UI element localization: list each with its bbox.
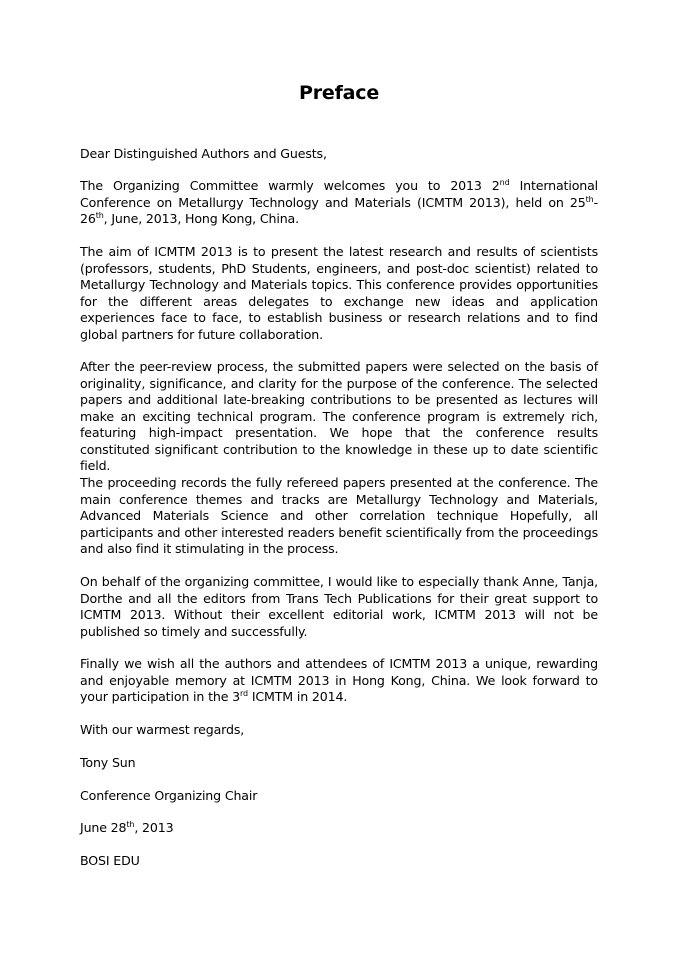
paragraph-welcome-text-2: International Conference on Metallurgy Technology and Materials (ICMTM 2013), held on 25 bbox=[80, 178, 598, 210]
paragraph-welcome bbox=[80, 178, 598, 228]
paragraph-welcome-text-3: -26 bbox=[80, 194, 598, 226]
paragraph-closing bbox=[80, 656, 598, 706]
superscript-rd: rd bbox=[240, 689, 248, 698]
signature-date bbox=[80, 820, 598, 837]
superscript-th: th bbox=[95, 211, 104, 220]
closing-regards: With our warmest regards, bbox=[80, 722, 245, 737]
paragraph-welcome-text-1: The Organizing Committee warmly welcomes you to 2013 2 bbox=[80, 178, 500, 193]
superscript-th: th bbox=[585, 194, 594, 204]
salutation: Dear Distinguished Authors and Guests, bbox=[80, 146, 327, 161]
paragraph-closing-text-1: Finally we wish all the authors and attendees of ICMTM 2013 a unique, rewarding and enjoyable memory at ICMTM 2013 in Hong Kong, China. We look forward to your participation in the 3 bbox=[80, 656, 598, 704]
signature-date-text-2: , 2013 bbox=[134, 820, 174, 835]
superscript-th: th bbox=[126, 820, 135, 829]
paragraph-closing-text-2: ICMTM in 2014. bbox=[247, 689, 348, 704]
paragraph-thanks: On behalf of the organizing committee, I would like to especially thank Anne, Tanja, Dorthe and all the editors from Trans Tech Publications for their great support to ICMTM 2013. Without their excellent editorial work, ICMTM 2013 will not be published so timely and successfully. bbox=[80, 574, 598, 639]
paragraph-review: After the peer-review process, the submitted papers were selected on the basis of originality, significance, and clarity for the purpose of the conference. The selected papers and additional late-breaking contributions to be presented as lectures will make an exciting technical program. The conference program is extremely rich, featuring high-impact presentation. We hope that the conference results constituted significant contribution to the knowledge in these up to date scientific field. bbox=[80, 359, 598, 473]
signer-name: Tony Sun bbox=[80, 755, 136, 770]
superscript-nd: nd bbox=[499, 178, 510, 187]
paragraph-aim: The aim of ICMTM 2013 is to present the latest research and results of scientists (professors, students, PhD Students, engineers, and post-doc scientist) related to Metallurgy Technology and Materials topics. This conference provides opportunities for the different areas delegates to exchange new ideas and application experiences face to face, to establish business or research relations and to find global partners for future collaboration. bbox=[80, 244, 598, 342]
organization-name: BOSI EDU bbox=[80, 853, 140, 868]
paragraph-proceedings: The proceeding records the fully refereed papers presented at the conference. The main conference themes and tracks are Metallurgy Technology and Materials, Advanced Materials Science and other correlation technique Hopefully, all participants and other interested readers benefit scientifically from the proceedings and also find it stimulating in the process. bbox=[80, 475, 598, 556]
signer-title: Conference Organizing Chair bbox=[80, 788, 258, 803]
signature-date-text-1: June 28 bbox=[80, 820, 127, 835]
paragraph-welcome-text-4: , June, 2013, Hong Kong, China. bbox=[103, 211, 299, 226]
page-title: Preface bbox=[298, 82, 380, 104]
